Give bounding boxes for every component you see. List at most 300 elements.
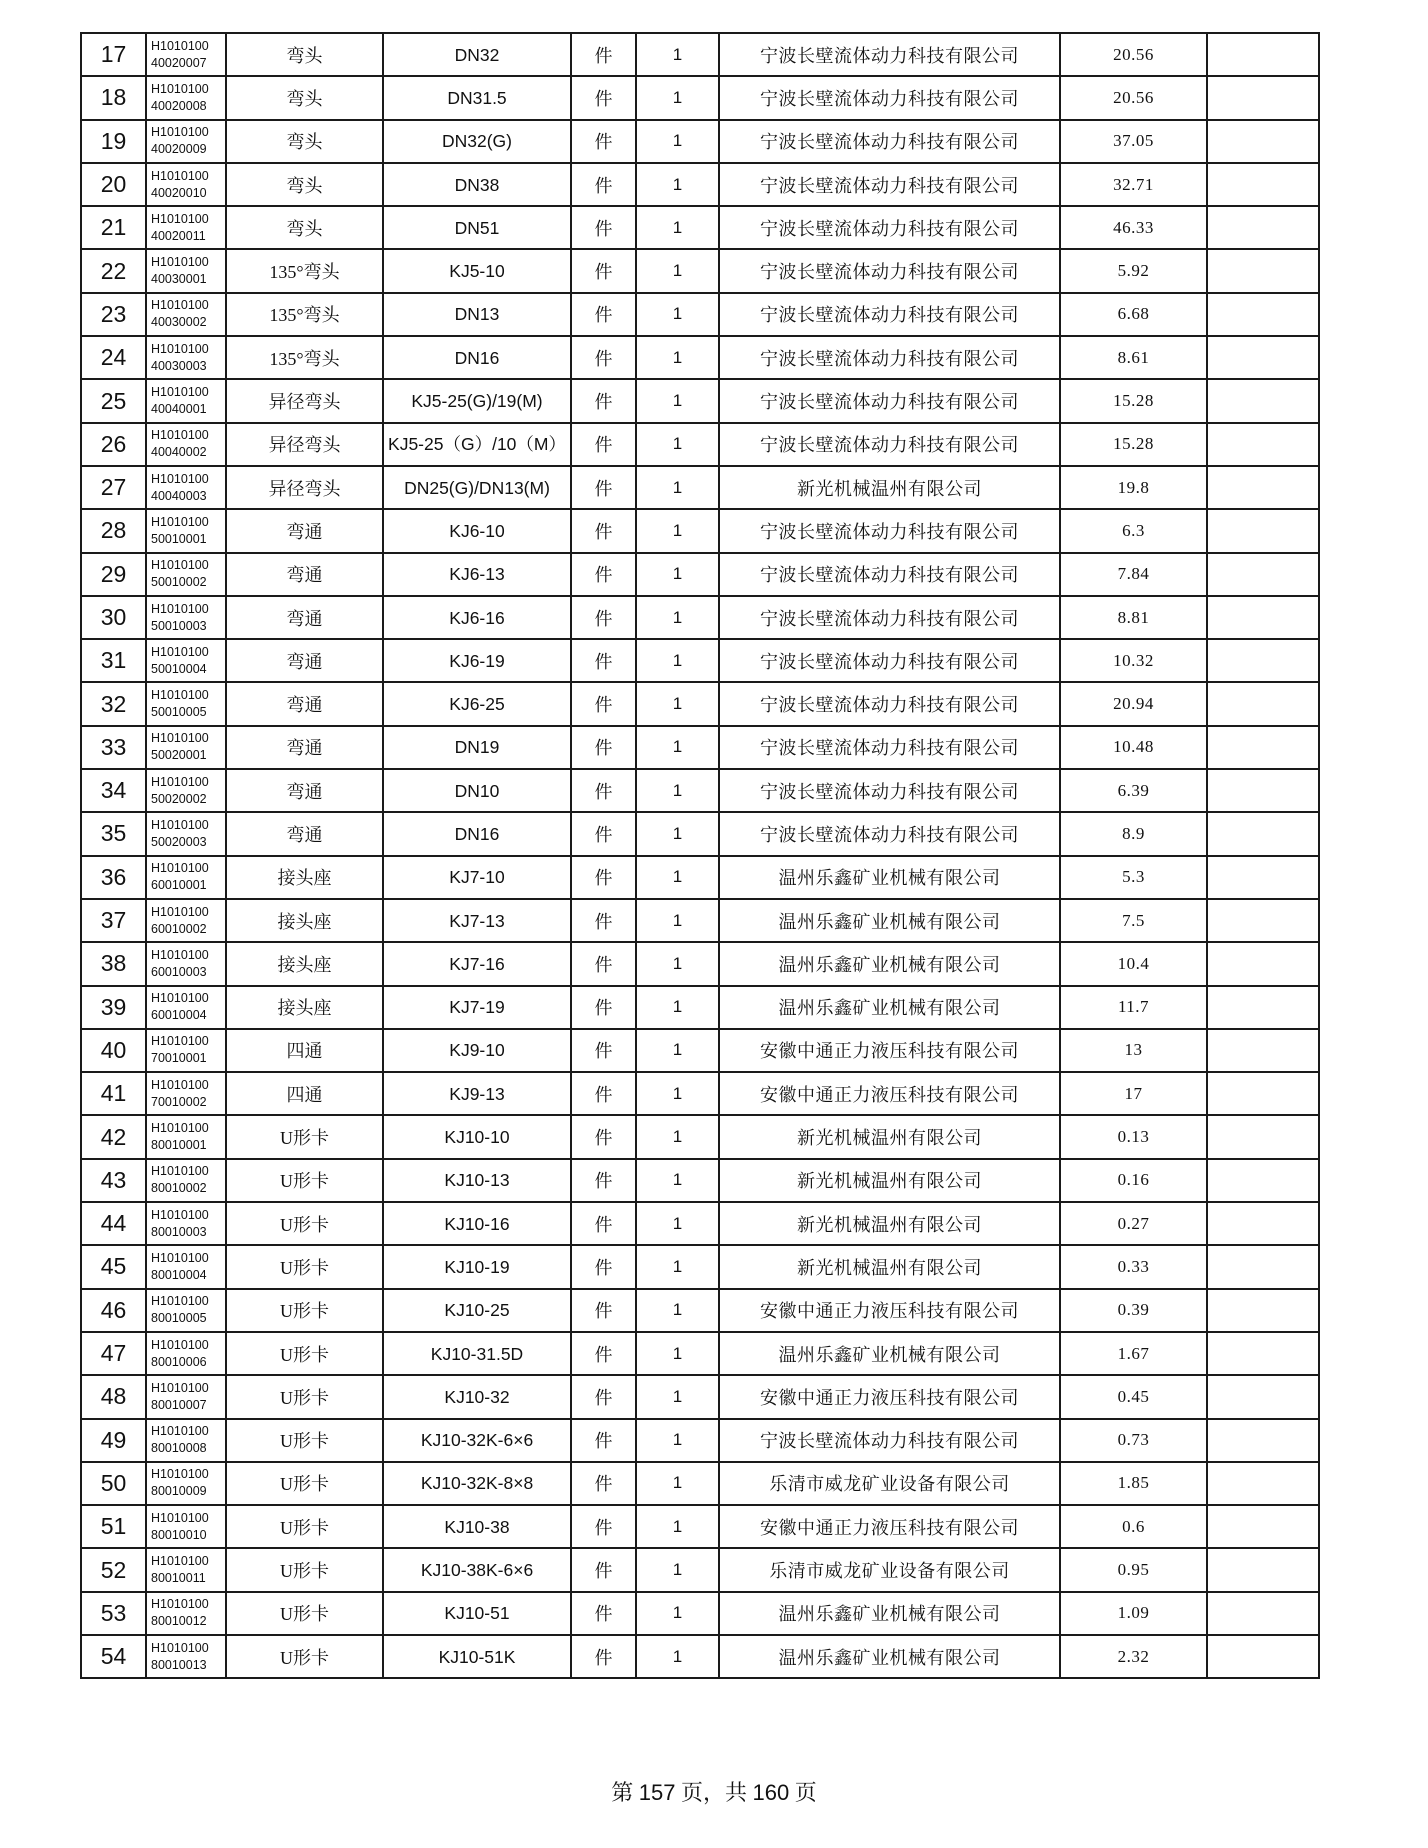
item-code-line-2: 50020001 xyxy=(151,748,207,763)
item-code-line-1: H1010100 xyxy=(151,428,209,443)
row-number-cell: 46 xyxy=(81,1289,146,1332)
unit-cell: 件 xyxy=(571,1635,636,1678)
remark-cell xyxy=(1207,206,1319,249)
unit-cell: 件 xyxy=(571,769,636,812)
supplier-cell: 温州乐鑫矿业机械有限公司 xyxy=(719,1635,1060,1678)
unit-cell: 件 xyxy=(571,1159,636,1202)
remark-cell xyxy=(1207,163,1319,206)
item-code-line-1: H1010100 xyxy=(151,341,209,356)
spec-cell: DN16 xyxy=(383,336,571,379)
table-row xyxy=(81,336,1319,379)
row-number-cell: 18 xyxy=(81,76,146,119)
price-cell: 1.09 xyxy=(1060,1592,1207,1635)
item-code-line-1: H1010100 xyxy=(151,991,209,1006)
price-cell: 37.05 xyxy=(1060,120,1207,163)
unit-cell: 件 xyxy=(571,509,636,552)
item-code-cell xyxy=(146,1115,226,1158)
item-code-cell xyxy=(146,812,226,855)
item-code-line-1: H1010100 xyxy=(151,1640,209,1655)
table-row xyxy=(81,1245,1319,1288)
quantity-cell: 1 xyxy=(636,1245,719,1288)
unit-cell: 件 xyxy=(571,1289,636,1332)
footer-suffix: 页 xyxy=(789,1780,817,1805)
item-code-line-2: 80010004 xyxy=(151,1267,207,1282)
table-row xyxy=(81,249,1319,292)
remark-cell xyxy=(1207,1505,1319,1548)
table-row xyxy=(81,769,1319,812)
item-name-cell: 弯通 xyxy=(226,812,383,855)
table-row xyxy=(81,986,1319,1029)
spec-cell: KJ5-25(G)/19(M) xyxy=(383,379,571,422)
item-code-line-1: H1010100 xyxy=(151,1034,209,1049)
supplier-cell: 新光机械温州有限公司 xyxy=(719,466,1060,509)
quantity-cell: 1 xyxy=(636,423,719,466)
spec-cell: DN25(G)/DN13(M) xyxy=(383,466,571,509)
remark-cell xyxy=(1207,1592,1319,1635)
supplier-cell: 宁波长壁流体动力科技有限公司 xyxy=(719,293,1060,336)
unit-cell: 件 xyxy=(571,336,636,379)
supplier-cell: 宁波长壁流体动力科技有限公司 xyxy=(719,120,1060,163)
item-code-cell xyxy=(146,33,226,76)
price-cell: 19.8 xyxy=(1060,466,1207,509)
spec-cell: KJ6-25 xyxy=(383,682,571,725)
supplier-cell: 宁波长壁流体动力科技有限公司 xyxy=(719,639,1060,682)
table-row xyxy=(81,1375,1319,1418)
row-number-cell: 32 xyxy=(81,682,146,725)
table-row xyxy=(81,1072,1319,1115)
table-row xyxy=(81,639,1319,682)
item-name-cell: U形卡 xyxy=(226,1332,383,1375)
parts-price-table xyxy=(80,32,1320,1679)
price-cell: 0.45 xyxy=(1060,1375,1207,1418)
supplier-cell: 宁波长壁流体动力科技有限公司 xyxy=(719,682,1060,725)
unit-cell: 件 xyxy=(571,1072,636,1115)
item-code-line-2: 80010005 xyxy=(151,1311,207,1326)
item-code-line-1: H1010100 xyxy=(151,1337,209,1352)
supplier-cell: 宁波长壁流体动力科技有限公司 xyxy=(719,336,1060,379)
spec-cell: DN19 xyxy=(383,726,571,769)
price-cell: 1.85 xyxy=(1060,1462,1207,1505)
item-code-line-1: H1010100 xyxy=(151,1510,209,1525)
spec-cell: DN32(G) xyxy=(383,120,571,163)
unit-cell: 件 xyxy=(571,33,636,76)
spec-cell: KJ7-13 xyxy=(383,899,571,942)
spec-cell: KJ9-13 xyxy=(383,1072,571,1115)
quantity-cell: 1 xyxy=(636,206,719,249)
supplier-cell: 宁波长壁流体动力科技有限公司 xyxy=(719,812,1060,855)
remark-cell xyxy=(1207,986,1319,1029)
item-code-cell xyxy=(146,1592,226,1635)
unit-cell: 件 xyxy=(571,1245,636,1288)
quantity-cell: 1 xyxy=(636,293,719,336)
item-name-cell: 弯通 xyxy=(226,726,383,769)
item-code-line-2: 70010002 xyxy=(151,1094,207,1109)
remark-cell xyxy=(1207,769,1319,812)
quantity-cell: 1 xyxy=(636,726,719,769)
quantity-cell: 1 xyxy=(636,379,719,422)
table-row xyxy=(81,1332,1319,1375)
table-row xyxy=(81,1419,1319,1462)
supplier-cell: 温州乐鑫矿业机械有限公司 xyxy=(719,899,1060,942)
row-number-cell: 44 xyxy=(81,1202,146,1245)
item-name-cell: 弯通 xyxy=(226,769,383,812)
item-code-line-1: H1010100 xyxy=(151,904,209,919)
item-code-line-2: 80010013 xyxy=(151,1657,207,1672)
spec-cell: KJ10-32 xyxy=(383,1375,571,1418)
unit-cell: 件 xyxy=(571,899,636,942)
price-cell: 0.27 xyxy=(1060,1202,1207,1245)
table-row xyxy=(81,942,1319,985)
remark-cell xyxy=(1207,423,1319,466)
item-code-cell xyxy=(146,1159,226,1202)
item-code-line-2: 40040001 xyxy=(151,402,207,417)
item-name-cell: 异径弯头 xyxy=(226,466,383,509)
unit-cell: 件 xyxy=(571,293,636,336)
item-name-cell: U形卡 xyxy=(226,1462,383,1505)
row-number-cell: 27 xyxy=(81,466,146,509)
supplier-cell: 温州乐鑫矿业机械有限公司 xyxy=(719,1332,1060,1375)
quantity-cell: 1 xyxy=(636,1115,719,1158)
unit-cell: 件 xyxy=(571,1202,636,1245)
supplier-cell: 安徽中通正力液压科技有限公司 xyxy=(719,1505,1060,1548)
item-code-line-2: 40030001 xyxy=(151,272,207,287)
item-code-line-1: H1010100 xyxy=(151,1554,209,1569)
item-code-cell xyxy=(146,726,226,769)
item-code-line-1: H1010100 xyxy=(151,774,209,789)
price-cell: 6.3 xyxy=(1060,509,1207,552)
item-name-cell: U形卡 xyxy=(226,1159,383,1202)
item-code-line-1: H1010100 xyxy=(151,1250,209,1265)
item-code-cell xyxy=(146,596,226,639)
item-name-cell: 弯通 xyxy=(226,596,383,639)
item-code-cell xyxy=(146,1029,226,1072)
item-name-cell: 弯头 xyxy=(226,206,383,249)
table-row xyxy=(81,726,1319,769)
row-number-cell: 39 xyxy=(81,986,146,1029)
spec-cell: DN32 xyxy=(383,33,571,76)
price-cell: 0.13 xyxy=(1060,1115,1207,1158)
price-cell: 0.16 xyxy=(1060,1159,1207,1202)
item-code-line-2: 40030002 xyxy=(151,315,207,330)
quantity-cell: 1 xyxy=(636,466,719,509)
row-number-cell: 23 xyxy=(81,293,146,336)
row-number-cell: 17 xyxy=(81,33,146,76)
row-number-cell: 26 xyxy=(81,423,146,466)
supplier-cell: 温州乐鑫矿业机械有限公司 xyxy=(719,856,1060,899)
quantity-cell: 1 xyxy=(636,856,719,899)
spec-cell: KJ6-16 xyxy=(383,596,571,639)
supplier-cell: 安徽中通正力液压科技有限公司 xyxy=(719,1029,1060,1072)
quantity-cell: 1 xyxy=(636,163,719,206)
price-cell: 32.71 xyxy=(1060,163,1207,206)
item-code-line-1: H1010100 xyxy=(151,1121,209,1136)
item-code-line-2: 80010003 xyxy=(151,1224,207,1239)
remark-cell xyxy=(1207,1289,1319,1332)
supplier-cell: 宁波长壁流体动力科技有限公司 xyxy=(719,423,1060,466)
item-code-cell xyxy=(146,76,226,119)
item-code-line-1: H1010100 xyxy=(151,385,209,400)
quantity-cell: 1 xyxy=(636,1375,719,1418)
price-cell: 10.32 xyxy=(1060,639,1207,682)
table-row xyxy=(81,33,1319,76)
unit-cell: 件 xyxy=(571,379,636,422)
spec-cell: KJ6-19 xyxy=(383,639,571,682)
quantity-cell: 1 xyxy=(636,769,719,812)
item-code-line-2: 40020010 xyxy=(151,185,207,200)
price-cell: 10.48 xyxy=(1060,726,1207,769)
price-cell: 5.92 xyxy=(1060,249,1207,292)
quantity-cell: 1 xyxy=(636,812,719,855)
table-row xyxy=(81,1289,1319,1332)
spec-cell: DN10 xyxy=(383,769,571,812)
item-code-line-2: 80010009 xyxy=(151,1484,207,1499)
supplier-cell: 宁波长壁流体动力科技有限公司 xyxy=(719,1419,1060,1462)
price-cell: 8.61 xyxy=(1060,336,1207,379)
table-row xyxy=(81,76,1319,119)
remark-cell xyxy=(1207,726,1319,769)
row-number-cell: 20 xyxy=(81,163,146,206)
item-code-line-1: H1010100 xyxy=(151,861,209,876)
price-cell: 46.33 xyxy=(1060,206,1207,249)
spec-cell: KJ10-19 xyxy=(383,1245,571,1288)
spec-cell: KJ10-16 xyxy=(383,1202,571,1245)
item-code-line-2: 40020008 xyxy=(151,98,207,113)
row-number-cell: 53 xyxy=(81,1592,146,1635)
quantity-cell: 1 xyxy=(636,682,719,725)
item-code-line-1: H1010100 xyxy=(151,514,209,529)
spec-cell: KJ7-16 xyxy=(383,942,571,985)
supplier-cell: 宁波长壁流体动力科技有限公司 xyxy=(719,379,1060,422)
price-cell: 7.84 xyxy=(1060,553,1207,596)
remark-cell xyxy=(1207,596,1319,639)
row-number-cell: 21 xyxy=(81,206,146,249)
row-number-cell: 48 xyxy=(81,1375,146,1418)
supplier-cell: 宁波长壁流体动力科技有限公司 xyxy=(719,163,1060,206)
row-number-cell: 19 xyxy=(81,120,146,163)
remark-cell xyxy=(1207,1635,1319,1678)
item-code-cell xyxy=(146,336,226,379)
total-pages-number: 160 xyxy=(752,1780,790,1805)
item-name-cell: U形卡 xyxy=(226,1375,383,1418)
item-code-cell xyxy=(146,1072,226,1115)
price-cell: 11.7 xyxy=(1060,986,1207,1029)
item-name-cell: 弯通 xyxy=(226,553,383,596)
supplier-cell: 宁波长壁流体动力科技有限公司 xyxy=(719,553,1060,596)
row-number-cell: 35 xyxy=(81,812,146,855)
row-number-cell: 40 xyxy=(81,1029,146,1072)
spec-cell: DN51 xyxy=(383,206,571,249)
unit-cell: 件 xyxy=(571,1505,636,1548)
item-code-line-1: H1010100 xyxy=(151,168,209,183)
item-code-line-1: H1010100 xyxy=(151,1467,209,1482)
item-name-cell: 弯头 xyxy=(226,76,383,119)
item-code-cell xyxy=(146,1375,226,1418)
remark-cell xyxy=(1207,1462,1319,1505)
table-row xyxy=(81,423,1319,466)
item-code-line-2: 40020009 xyxy=(151,142,207,157)
item-name-cell: 接头座 xyxy=(226,942,383,985)
item-code-line-2: 80010007 xyxy=(151,1397,207,1412)
item-code-line-1: H1010100 xyxy=(151,947,209,962)
spec-cell: DN13 xyxy=(383,293,571,336)
quantity-cell: 1 xyxy=(636,639,719,682)
price-cell: 1.67 xyxy=(1060,1332,1207,1375)
table-row xyxy=(81,1462,1319,1505)
remark-cell xyxy=(1207,293,1319,336)
spec-cell: KJ5-10 xyxy=(383,249,571,292)
quantity-cell: 1 xyxy=(636,1159,719,1202)
remark-cell xyxy=(1207,509,1319,552)
remark-cell xyxy=(1207,856,1319,899)
remark-cell xyxy=(1207,336,1319,379)
row-number-cell: 47 xyxy=(81,1332,146,1375)
quantity-cell: 1 xyxy=(636,120,719,163)
item-code-cell xyxy=(146,509,226,552)
item-code-line-2: 60010002 xyxy=(151,921,207,936)
table-row xyxy=(81,206,1319,249)
spec-cell: KJ9-10 xyxy=(383,1029,571,1072)
supplier-cell: 安徽中通正力液压科技有限公司 xyxy=(719,1375,1060,1418)
item-name-cell: U形卡 xyxy=(226,1202,383,1245)
supplier-cell: 新光机械温州有限公司 xyxy=(719,1115,1060,1158)
spec-cell: DN16 xyxy=(383,812,571,855)
item-code-line-1: H1010100 xyxy=(151,817,209,832)
item-name-cell: 异径弯头 xyxy=(226,423,383,466)
item-code-cell xyxy=(146,682,226,725)
item-code-line-2: 60010003 xyxy=(151,964,207,979)
spec-cell: KJ10-38K-6×6 xyxy=(383,1548,571,1591)
table-row xyxy=(81,553,1319,596)
spec-cell: KJ10-38 xyxy=(383,1505,571,1548)
unit-cell: 件 xyxy=(571,120,636,163)
row-number-cell: 30 xyxy=(81,596,146,639)
row-number-cell: 52 xyxy=(81,1548,146,1591)
item-code-line-2: 40020007 xyxy=(151,55,207,70)
supplier-cell: 宁波长壁流体动力科技有限公司 xyxy=(719,726,1060,769)
quantity-cell: 1 xyxy=(636,899,719,942)
unit-cell: 件 xyxy=(571,553,636,596)
spec-cell: KJ10-10 xyxy=(383,1115,571,1158)
supplier-cell: 宁波长壁流体动力科技有限公司 xyxy=(719,206,1060,249)
spec-cell: DN38 xyxy=(383,163,571,206)
unit-cell: 件 xyxy=(571,682,636,725)
remark-cell xyxy=(1207,1072,1319,1115)
item-code-line-2: 70010001 xyxy=(151,1051,207,1066)
price-cell: 13 xyxy=(1060,1029,1207,1072)
price-cell: 10.4 xyxy=(1060,942,1207,985)
item-code-line-2: 50010001 xyxy=(151,531,207,546)
item-code-line-1: H1010100 xyxy=(151,688,209,703)
row-number-cell: 50 xyxy=(81,1462,146,1505)
unit-cell: 件 xyxy=(571,466,636,509)
item-code-line-1: H1010100 xyxy=(151,558,209,573)
item-code-cell xyxy=(146,423,226,466)
item-code-line-2: 50020003 xyxy=(151,834,207,849)
item-code-line-2: 50020002 xyxy=(151,791,207,806)
table-row xyxy=(81,812,1319,855)
item-name-cell: 弯头 xyxy=(226,33,383,76)
current-page-number: 157 xyxy=(638,1780,676,1805)
quantity-cell: 1 xyxy=(636,986,719,1029)
item-name-cell: U形卡 xyxy=(226,1245,383,1288)
remark-cell xyxy=(1207,682,1319,725)
item-code-cell xyxy=(146,899,226,942)
item-code-line-1: H1010100 xyxy=(151,644,209,659)
item-name-cell: 四通 xyxy=(226,1029,383,1072)
table-row xyxy=(81,1202,1319,1245)
remark-cell xyxy=(1207,1548,1319,1591)
remark-cell xyxy=(1207,120,1319,163)
item-name-cell: 135°弯头 xyxy=(226,336,383,379)
supplier-cell: 新光机械温州有限公司 xyxy=(719,1202,1060,1245)
price-cell: 20.56 xyxy=(1060,76,1207,119)
item-name-cell: 135°弯头 xyxy=(226,249,383,292)
unit-cell: 件 xyxy=(571,942,636,985)
item-code-line-2: 40040002 xyxy=(151,445,207,460)
quantity-cell: 1 xyxy=(636,76,719,119)
unit-cell: 件 xyxy=(571,423,636,466)
price-cell: 8.81 xyxy=(1060,596,1207,639)
item-code-line-1: H1010100 xyxy=(151,601,209,616)
item-code-cell xyxy=(146,1202,226,1245)
supplier-cell: 温州乐鑫矿业机械有限公司 xyxy=(719,942,1060,985)
row-number-cell: 24 xyxy=(81,336,146,379)
item-name-cell: U形卡 xyxy=(226,1548,383,1591)
table-body xyxy=(81,33,1319,1678)
item-code-line-2: 80010001 xyxy=(151,1138,207,1153)
price-cell: 6.39 xyxy=(1060,769,1207,812)
supplier-cell: 宁波长壁流体动力科技有限公司 xyxy=(719,596,1060,639)
price-cell: 17 xyxy=(1060,1072,1207,1115)
unit-cell: 件 xyxy=(571,726,636,769)
price-cell: 20.94 xyxy=(1060,682,1207,725)
unit-cell: 件 xyxy=(571,1462,636,1505)
spec-cell: KJ10-51K xyxy=(383,1635,571,1678)
item-code-line-1: H1010100 xyxy=(151,1380,209,1395)
item-name-cell: U形卡 xyxy=(226,1115,383,1158)
table-row xyxy=(81,1159,1319,1202)
remark-cell xyxy=(1207,249,1319,292)
spec-cell: KJ6-13 xyxy=(383,553,571,596)
item-code-line-2: 80010006 xyxy=(151,1354,207,1369)
table-row xyxy=(81,1635,1319,1678)
quantity-cell: 1 xyxy=(636,249,719,292)
quantity-cell: 1 xyxy=(636,1202,719,1245)
item-code-line-2: 50010005 xyxy=(151,705,207,720)
unit-cell: 件 xyxy=(571,1332,636,1375)
remark-cell xyxy=(1207,1375,1319,1418)
item-code-cell xyxy=(146,1462,226,1505)
quantity-cell: 1 xyxy=(636,596,719,639)
item-name-cell: U形卡 xyxy=(226,1592,383,1635)
price-cell: 0.73 xyxy=(1060,1419,1207,1462)
price-cell: 20.56 xyxy=(1060,33,1207,76)
table-row xyxy=(81,1548,1319,1591)
footer-middle: 页，共 xyxy=(675,1780,753,1805)
spec-cell: KJ10-32K-8×8 xyxy=(383,1462,571,1505)
unit-cell: 件 xyxy=(571,639,636,682)
remark-cell xyxy=(1207,1202,1319,1245)
item-code-line-2: 40020011 xyxy=(151,228,206,243)
table-row xyxy=(81,856,1319,899)
supplier-cell: 乐清市威龙矿业设备有限公司 xyxy=(719,1462,1060,1505)
item-code-line-1: H1010100 xyxy=(151,1077,209,1092)
unit-cell: 件 xyxy=(571,163,636,206)
table-row xyxy=(81,293,1319,336)
unit-cell: 件 xyxy=(571,856,636,899)
footer-prefix: 第 xyxy=(611,1780,639,1805)
item-code-line-1: H1010100 xyxy=(151,38,209,53)
